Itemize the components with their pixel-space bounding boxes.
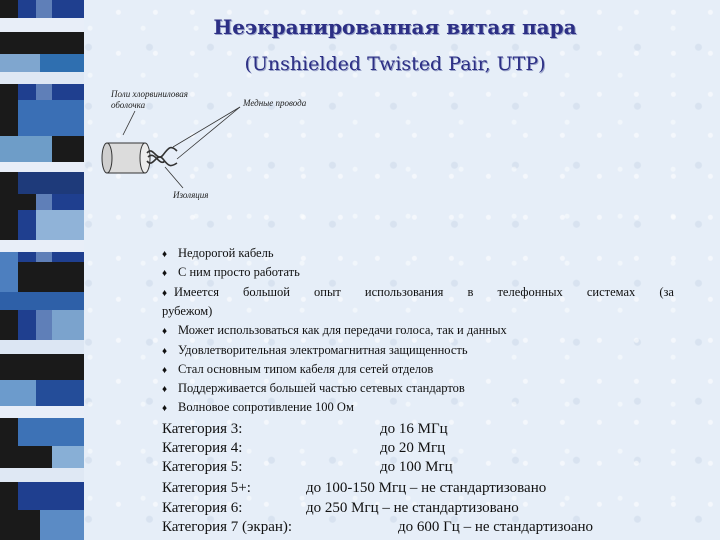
category-name: Категория 5+: (162, 480, 251, 496)
slide-title: Неэкранированная витая пара (213, 15, 577, 39)
diamond-bullet-icon: ♦ (162, 268, 168, 279)
insulation-label: Изоляция (173, 190, 209, 200)
bullet-item-1: ♦ Недорогой кабель (162, 246, 274, 260)
bullet-item-7: ♦ Поддерживается большей частью сетевых стандартов (162, 381, 465, 395)
diamond-bullet-icon: ♦ (162, 288, 168, 299)
category-name: Категория 4: (162, 440, 243, 456)
wires-label: Медные провода (243, 98, 307, 108)
diamond-bullet-icon: ♦ (162, 403, 168, 414)
decorative-side-stripe (0, 0, 84, 540)
bullet-item-2: ♦ С ним просто работать (162, 265, 300, 279)
category-value: до 600 Гц – не стандартизоано (398, 519, 594, 535)
jacket-label-line1: Поли хлорвиниловая (111, 89, 188, 99)
bullet-item-3-continuation: рубежом) (162, 304, 213, 318)
category-value: до 16 МГц (380, 421, 448, 437)
category-value: до 250 Мгц – не стандартизовано (306, 500, 519, 516)
category-name: Категория 6: (162, 500, 243, 516)
category-name: Категория 7 (экран): (162, 519, 293, 535)
slide-subtitle: (Unshielded Twisted Pair, UTP) (244, 53, 546, 75)
cable-jacket-shape (102, 143, 150, 173)
twisted-wires-shape (147, 148, 177, 166)
bullet-item-5: ♦ Удовлетворительная электромагнитная защищенность (162, 343, 468, 357)
category-value: до 100-150 Мгц – не стандартизовано (306, 480, 547, 496)
category-name: Категория 3: (162, 421, 243, 437)
diamond-bullet-icon: ♦ (162, 384, 168, 395)
category-value: до 20 Мгц (380, 440, 446, 456)
bullet-item-8: ♦ Волновое сопротивление 100 Ом (162, 400, 354, 414)
diamond-bullet-icon: ♦ (162, 365, 168, 376)
diamond-bullet-icon: ♦ (162, 346, 168, 357)
jacket-label-line2: оболочка (111, 100, 146, 110)
bullet-item-6: ♦ Стал основным типом кабеля для сетей отделов (162, 362, 434, 376)
category-value: до 100 Мгц (380, 459, 453, 475)
bullet-item-4: ♦ Может использоваться как для передачи голоса, так и данных (162, 323, 507, 337)
utp-cable-diagram (95, 85, 345, 205)
bullet-item-3: ♦ Имеется большой опыт использования в телефонных системах (за (162, 285, 674, 299)
category-name: Категория 5: (162, 459, 243, 475)
diamond-bullet-icon: ♦ (162, 326, 168, 337)
diamond-bullet-icon: ♦ (162, 249, 168, 260)
